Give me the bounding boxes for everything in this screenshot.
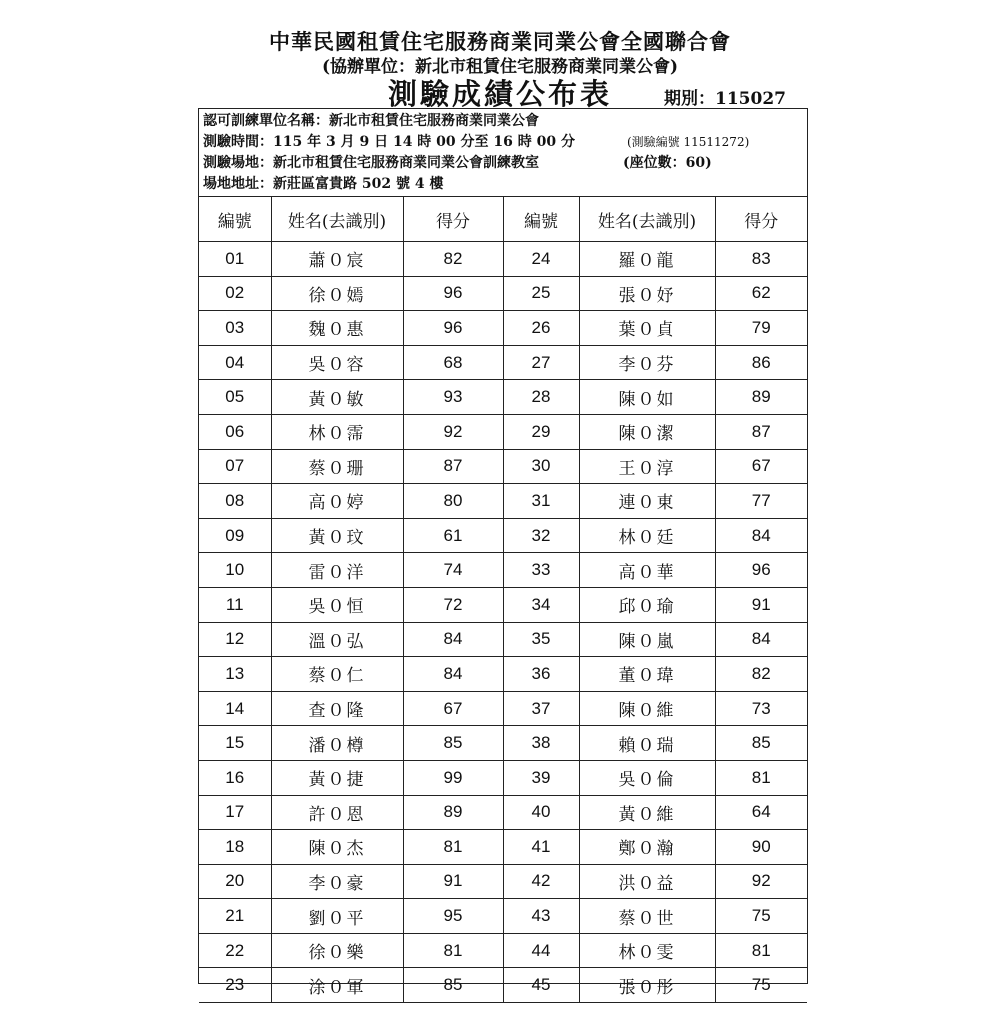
student-score: 87	[403, 449, 503, 484]
student-score: 81	[715, 933, 807, 968]
header-name: 姓名(去識別)	[271, 197, 403, 242]
student-name: 林０廷	[579, 518, 715, 553]
table-row	[199, 760, 807, 795]
table-row	[199, 345, 807, 380]
table-row	[199, 968, 807, 1003]
student-number: 35	[503, 622, 579, 657]
table-row	[199, 657, 807, 692]
student-score: 84	[715, 622, 807, 657]
student-number: 08	[199, 484, 271, 519]
student-name: 洪０益	[579, 864, 715, 899]
student-score: 83	[715, 242, 807, 277]
student-name: 徐０嫣	[271, 276, 403, 311]
student-score: 99	[403, 760, 503, 795]
student-score: 81	[403, 933, 503, 968]
info-line-unit	[203, 111, 803, 132]
student-number: 06	[199, 414, 271, 449]
student-number: 40	[503, 795, 579, 830]
student-score: 75	[715, 968, 807, 1003]
student-name: 林０雯	[579, 933, 715, 968]
student-score: 79	[715, 311, 807, 346]
table-header-row	[199, 197, 807, 242]
student-name: 陳０維	[579, 691, 715, 726]
student-name: 陳０如	[579, 380, 715, 415]
student-score: 81	[715, 760, 807, 795]
student-number: 12	[199, 622, 271, 657]
student-number: 33	[503, 553, 579, 588]
student-score: 90	[715, 830, 807, 865]
student-name: 張０妤	[579, 276, 715, 311]
student-name: 李０芬	[579, 345, 715, 380]
student-name: 高０華	[579, 553, 715, 588]
student-score: 74	[403, 553, 503, 588]
period-label: 期別：115027	[664, 89, 786, 109]
student-name: 林０霈	[271, 414, 403, 449]
header-score: 得分	[715, 197, 807, 242]
student-number: 38	[503, 726, 579, 761]
student-name: 黃０玟	[271, 518, 403, 553]
table-row	[199, 587, 807, 622]
student-name: 溫０弘	[271, 622, 403, 657]
student-name: 潘０樽	[271, 726, 403, 761]
exam-info	[199, 109, 807, 197]
student-name: 王０淳	[579, 449, 715, 484]
table-row	[199, 726, 807, 761]
header-number: 編號	[503, 197, 579, 242]
organization-title: 中華民國租賃住宅服務商業同業公會全國聯合會	[269, 29, 731, 54]
student-name: 許０恩	[271, 795, 403, 830]
student-number: 36	[503, 657, 579, 692]
student-name: 鄭０瀚	[579, 830, 715, 865]
student-number: 20	[199, 864, 271, 899]
student-score: 77	[715, 484, 807, 519]
table-row	[199, 899, 807, 934]
student-score: 96	[403, 311, 503, 346]
info-line-address	[203, 174, 803, 195]
student-number: 21	[199, 899, 271, 934]
student-name: 賴０瑞	[579, 726, 715, 761]
student-number: 10	[199, 553, 271, 588]
student-score: 92	[403, 414, 503, 449]
table-row	[199, 276, 807, 311]
table-row	[199, 311, 807, 346]
exam-venue: 測驗場地：新北市租賃住宅服務商業同業公會訓練教室	[203, 155, 539, 171]
info-line-time	[203, 132, 803, 153]
student-name: 查０隆	[271, 691, 403, 726]
student-name: 徐０樂	[271, 933, 403, 968]
student-name: 吳０恒	[271, 587, 403, 622]
student-name: 雷０洋	[271, 553, 403, 588]
student-name: 蔡０仁	[271, 657, 403, 692]
student-score: 91	[715, 587, 807, 622]
score-table	[199, 197, 807, 1003]
student-name: 邱０瑜	[579, 587, 715, 622]
student-number: 44	[503, 933, 579, 968]
student-name: 陳０嵐	[579, 622, 715, 657]
student-number: 27	[503, 345, 579, 380]
student-score: 96	[715, 553, 807, 588]
student-number: 39	[503, 760, 579, 795]
student-number: 37	[503, 691, 579, 726]
student-score: 84	[715, 518, 807, 553]
student-name: 董０瑋	[579, 657, 715, 692]
student-score: 64	[715, 795, 807, 830]
student-score: 67	[715, 449, 807, 484]
student-score: 93	[403, 380, 503, 415]
student-score: 62	[715, 276, 807, 311]
student-score: 85	[403, 726, 503, 761]
student-score: 95	[403, 899, 503, 934]
seat-count: (座位數：60)	[623, 155, 712, 171]
student-number: 28	[503, 380, 579, 415]
student-number: 15	[199, 726, 271, 761]
student-score: 85	[715, 726, 807, 761]
student-score: 96	[403, 276, 503, 311]
student-number: 05	[199, 380, 271, 415]
student-score: 67	[403, 691, 503, 726]
student-number: 29	[503, 414, 579, 449]
student-number: 25	[503, 276, 579, 311]
student-score: 85	[403, 968, 503, 1003]
table-row	[199, 518, 807, 553]
exam-time: 測驗時間：115 年 3 月 9 日 14 時 00 分至 16 時 00 分	[203, 134, 575, 150]
student-number: 45	[503, 968, 579, 1003]
student-name: 蔡０珊	[271, 449, 403, 484]
student-number: 01	[199, 242, 271, 277]
student-name: 葉０貞	[579, 311, 715, 346]
student-number: 31	[503, 484, 579, 519]
student-name: 魏０惠	[271, 311, 403, 346]
student-score: 61	[403, 518, 503, 553]
student-number: 17	[199, 795, 271, 830]
student-number: 41	[503, 830, 579, 865]
student-score: 84	[403, 657, 503, 692]
table-row	[199, 414, 807, 449]
header-name: 姓名(去識別)	[579, 197, 715, 242]
table-row	[199, 864, 807, 899]
student-name: 連０東	[579, 484, 715, 519]
table-row	[199, 795, 807, 830]
student-name: 羅０龍	[579, 242, 715, 277]
student-name: 蔡０世	[579, 899, 715, 934]
student-name: 蕭０宸	[271, 242, 403, 277]
student-number: 18	[199, 830, 271, 865]
table-row	[199, 933, 807, 968]
score-sheet	[198, 108, 808, 998]
info-line-venue	[203, 153, 803, 174]
table-row	[199, 553, 807, 588]
student-name: 李０豪	[271, 864, 403, 899]
table-row	[199, 830, 807, 865]
document-title: 測驗成績公布表	[387, 77, 612, 111]
table-row	[199, 380, 807, 415]
student-score: 86	[715, 345, 807, 380]
student-number: 09	[199, 518, 271, 553]
student-number: 02	[199, 276, 271, 311]
student-number: 04	[199, 345, 271, 380]
student-score: 81	[403, 830, 503, 865]
student-score: 84	[403, 622, 503, 657]
student-number: 16	[199, 760, 271, 795]
table-row	[199, 484, 807, 519]
student-score: 80	[403, 484, 503, 519]
student-number: 11	[199, 587, 271, 622]
student-number: 07	[199, 449, 271, 484]
exam-number: (測驗編號 11511272)	[627, 135, 750, 149]
student-number: 23	[199, 968, 271, 1003]
student-score: 72	[403, 587, 503, 622]
student-name: 陳０杰	[271, 830, 403, 865]
student-number: 14	[199, 691, 271, 726]
student-score: 92	[715, 864, 807, 899]
student-score: 75	[715, 899, 807, 934]
student-score: 89	[715, 380, 807, 415]
student-number: 13	[199, 657, 271, 692]
student-name: 高０婷	[271, 484, 403, 519]
venue-address: 場地地址：新莊區富貴路 502 號 4 樓	[203, 176, 444, 192]
student-name: 吳０容	[271, 345, 403, 380]
student-number: 03	[199, 311, 271, 346]
student-score: 73	[715, 691, 807, 726]
student-score: 89	[403, 795, 503, 830]
student-number: 34	[503, 587, 579, 622]
header-score: 得分	[403, 197, 503, 242]
training-unit: 認可訓練單位名稱：新北市租賃住宅服務商業同業公會	[203, 113, 539, 129]
table-row	[199, 242, 807, 277]
student-number: 24	[503, 242, 579, 277]
student-score: 91	[403, 864, 503, 899]
student-name: 黃０維	[579, 795, 715, 830]
student-number: 22	[199, 933, 271, 968]
table-row	[199, 622, 807, 657]
student-name: 黃０捷	[271, 760, 403, 795]
student-name: 劉０平	[271, 899, 403, 934]
student-number: 42	[503, 864, 579, 899]
table-row	[199, 449, 807, 484]
student-number: 30	[503, 449, 579, 484]
student-score: 82	[715, 657, 807, 692]
student-score: 68	[403, 345, 503, 380]
student-name: 陳０潔	[579, 414, 715, 449]
student-name: 涂０軍	[271, 968, 403, 1003]
student-name: 張０彤	[579, 968, 715, 1003]
student-number: 43	[503, 899, 579, 934]
student-score: 87	[715, 414, 807, 449]
table-row	[199, 691, 807, 726]
student-name: 吳０倫	[579, 760, 715, 795]
co-organizer: (協辦單位：新北市租賃住宅服務商業同業公會)	[321, 57, 679, 77]
header-number: 編號	[199, 197, 271, 242]
student-score: 82	[403, 242, 503, 277]
student-number: 26	[503, 311, 579, 346]
student-number: 32	[503, 518, 579, 553]
student-name: 黃０敏	[271, 380, 403, 415]
